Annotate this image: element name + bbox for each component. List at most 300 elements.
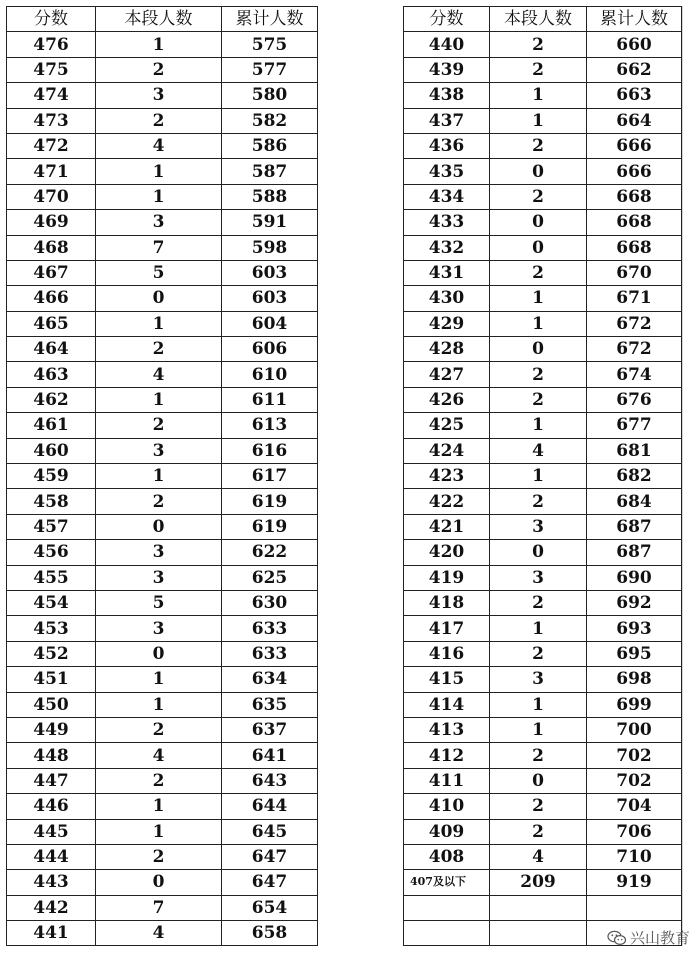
- cell-score: 460: [7, 438, 96, 463]
- score-table-left: [6, 6, 318, 946]
- header-cumulative-count: 累计人数: [587, 7, 682, 32]
- cell-score: 417: [404, 616, 490, 641]
- table-row: [404, 286, 682, 311]
- cell-score: 434: [404, 184, 490, 209]
- cell-segment-count: 2: [490, 32, 587, 57]
- cell-cumulative-count: 677: [587, 413, 682, 438]
- table-row: [404, 667, 682, 692]
- cell-cumulative-count: 690: [587, 565, 682, 590]
- cell-score: 408: [404, 844, 490, 869]
- cell-segment-count: 2: [96, 337, 222, 362]
- table-row: [404, 464, 682, 489]
- cell-segment-count: 1: [96, 667, 222, 692]
- cell-score: 419: [404, 565, 490, 590]
- table-row: [7, 895, 318, 920]
- cell-score: 451: [7, 667, 96, 692]
- table-row: [7, 133, 318, 158]
- cell-score: 465: [7, 311, 96, 336]
- cell-score: 473: [7, 108, 96, 133]
- table-row: [7, 743, 318, 768]
- cell-cumulative-count: 660: [587, 32, 682, 57]
- cell-score: 439: [404, 57, 490, 82]
- cell-segment-count: 209: [490, 870, 587, 895]
- cell-score: 449: [7, 717, 96, 742]
- cell-cumulative-count: 577: [222, 57, 318, 82]
- cell-segment-count: 4: [96, 743, 222, 768]
- table-row: [404, 590, 682, 615]
- cell-segment-count: 3: [490, 565, 587, 590]
- cell-score: 413: [404, 717, 490, 742]
- cell-cumulative-count: 633: [222, 641, 318, 666]
- cell-segment-count: 7: [96, 235, 222, 260]
- table-row: [404, 235, 682, 260]
- table-row: [7, 260, 318, 285]
- cell-cumulative-count: 702: [587, 768, 682, 793]
- table-row: [7, 514, 318, 539]
- cell-cumulative-count: 674: [587, 362, 682, 387]
- cell-cumulative-count: 645: [222, 819, 318, 844]
- watermark-text: 兴山教育: [629, 929, 690, 947]
- cell-cumulative-count: 606: [222, 337, 318, 362]
- cell-score: 474: [7, 83, 96, 108]
- cell-segment-count: 1: [490, 464, 587, 489]
- table-row: [404, 641, 682, 666]
- cell-cumulative-count: 622: [222, 540, 318, 565]
- cell-segment-count: 0: [96, 514, 222, 539]
- cell-score: 475: [7, 57, 96, 82]
- cell-cumulative-count: 704: [587, 794, 682, 819]
- cell-cumulative-count: 637: [222, 717, 318, 742]
- cell-cumulative-count: 702: [587, 743, 682, 768]
- cell-cumulative-count: 668: [587, 210, 682, 235]
- score-table-right: [403, 6, 682, 946]
- cell-score: 469: [7, 210, 96, 235]
- cell-score: 476: [7, 32, 96, 57]
- cell-cumulative-count: 687: [587, 540, 682, 565]
- cell-cumulative-count: 700: [587, 717, 682, 742]
- cell-score: 458: [7, 489, 96, 514]
- cell-cumulative-count: 586: [222, 133, 318, 158]
- table-row: [7, 590, 318, 615]
- cell-segment-count: 3: [96, 565, 222, 590]
- cell-score: 471: [7, 159, 96, 184]
- cell-segment-count: 2: [490, 641, 587, 666]
- cell-segment-count: 2: [96, 844, 222, 869]
- cell-segment-count: 4: [96, 921, 222, 946]
- header-cumulative-count: 累计人数: [222, 7, 318, 32]
- table-row: [404, 133, 682, 158]
- table-row: [404, 540, 682, 565]
- cell-score: 409: [404, 819, 490, 844]
- cell-cumulative-count: 575: [222, 32, 318, 57]
- cell-cumulative-count: 682: [587, 464, 682, 489]
- table-row: [7, 489, 318, 514]
- cell-segment-count: 2: [490, 590, 587, 615]
- cell-segment-count: 2: [490, 260, 587, 285]
- cell-segment-count: 2: [490, 489, 587, 514]
- table-row: [404, 83, 682, 108]
- cell-cumulative-count: 710: [587, 844, 682, 869]
- cell-cumulative-count: 630: [222, 590, 318, 615]
- cell-cumulative-count: 666: [587, 159, 682, 184]
- cell-segment-count: 0: [96, 870, 222, 895]
- cell-score: [404, 921, 490, 946]
- table-row: [7, 768, 318, 793]
- cell-cumulative-count: 644: [222, 794, 318, 819]
- cell-segment-count: 2: [96, 768, 222, 793]
- cell-score: 450: [7, 692, 96, 717]
- header-row: [404, 7, 682, 32]
- cell-score: 422: [404, 489, 490, 514]
- cell-cumulative-count: 604: [222, 311, 318, 336]
- cell-segment-count: 1: [490, 108, 587, 133]
- cell-score: 442: [7, 895, 96, 920]
- table-row: [7, 464, 318, 489]
- table-row: [7, 717, 318, 742]
- cell-score: 447: [7, 768, 96, 793]
- cell-cumulative-count: 633: [222, 616, 318, 641]
- table-row: [404, 692, 682, 717]
- cell-segment-count: 2: [490, 794, 587, 819]
- watermark: [607, 927, 690, 948]
- cell-segment-count: 0: [490, 210, 587, 235]
- spreadsheet-gridline: [682, 6, 683, 946]
- table-row: [7, 159, 318, 184]
- cell-cumulative-count: 580: [222, 83, 318, 108]
- cell-segment-count: 4: [490, 844, 587, 869]
- cell-segment-count: 3: [96, 616, 222, 641]
- cell-score: 448: [7, 743, 96, 768]
- cell-score: 416: [404, 641, 490, 666]
- cell-segment-count: 2: [96, 489, 222, 514]
- cell-score: 433: [404, 210, 490, 235]
- cell-score: 438: [404, 83, 490, 108]
- cell-score: 441: [7, 921, 96, 946]
- cell-segment-count: 1: [96, 819, 222, 844]
- cell-score: 468: [7, 235, 96, 260]
- cell-cumulative-count: 647: [222, 844, 318, 869]
- cell-cumulative-count: 588: [222, 184, 318, 209]
- cell-segment-count: 1: [490, 692, 587, 717]
- cell-cumulative-count: 598: [222, 235, 318, 260]
- table-row: [7, 641, 318, 666]
- cell-segment-count: 1: [96, 387, 222, 412]
- table-row: [404, 438, 682, 463]
- cell-cumulative-count: 611: [222, 387, 318, 412]
- cell-segment-count: 1: [96, 464, 222, 489]
- cell-segment-count: 0: [490, 768, 587, 793]
- cell-segment-count: 2: [490, 362, 587, 387]
- header-segment-count: 本段人数: [96, 7, 222, 32]
- cell-cumulative-count: 681: [587, 438, 682, 463]
- cell-segment-count: 2: [96, 717, 222, 742]
- cell-segment-count: [490, 895, 587, 920]
- cell-cumulative-count: 663: [587, 83, 682, 108]
- cell-segment-count: 0: [490, 337, 587, 362]
- cell-segment-count: 1: [96, 311, 222, 336]
- cell-cumulative-count: 654: [222, 895, 318, 920]
- table-body-left: [7, 32, 318, 946]
- cell-segment-count: 1: [96, 159, 222, 184]
- cell-score: 429: [404, 311, 490, 336]
- cell-cumulative-count: 647: [222, 870, 318, 895]
- table-row: [404, 32, 682, 57]
- cell-score: 414: [404, 692, 490, 717]
- table-row: [7, 870, 318, 895]
- cell-cumulative-count: 672: [587, 311, 682, 336]
- cell-segment-count: 1: [490, 286, 587, 311]
- cell-segment-count: 0: [490, 159, 587, 184]
- table-row: [404, 514, 682, 539]
- cell-cumulative-count: 658: [222, 921, 318, 946]
- table-row: [7, 286, 318, 311]
- table-row: [404, 743, 682, 768]
- cell-score: [404, 895, 490, 920]
- cell-cumulative-count: 671: [587, 286, 682, 311]
- cell-segment-count: 2: [490, 57, 587, 82]
- table-row: [7, 540, 318, 565]
- cell-segment-count: 3: [96, 83, 222, 108]
- cell-segment-count: 0: [490, 235, 587, 260]
- table-row: [404, 870, 682, 895]
- cell-score: 467: [7, 260, 96, 285]
- cell-cumulative-count: 693: [587, 616, 682, 641]
- table-row: [404, 565, 682, 590]
- cell-cumulative-count: 603: [222, 286, 318, 311]
- cell-segment-count: 3: [490, 667, 587, 692]
- table-row: [7, 387, 318, 412]
- cell-cumulative-count: 684: [587, 489, 682, 514]
- table-row: [404, 794, 682, 819]
- table-row: [7, 794, 318, 819]
- cell-segment-count: 2: [490, 819, 587, 844]
- cell-score: 424: [404, 438, 490, 463]
- cell-segment-count: 4: [96, 362, 222, 387]
- cell-cumulative-count: 672: [587, 337, 682, 362]
- cell-segment-count: 2: [96, 108, 222, 133]
- table-row: [404, 768, 682, 793]
- cell-segment-count: 2: [490, 133, 587, 158]
- cell-score: 457: [7, 514, 96, 539]
- cell-score: 421: [404, 514, 490, 539]
- cell-score: 420: [404, 540, 490, 565]
- table-row: [7, 32, 318, 57]
- cell-score: 464: [7, 337, 96, 362]
- cell-segment-count: 3: [96, 210, 222, 235]
- cell-score: 443: [7, 870, 96, 895]
- table-row: [7, 438, 318, 463]
- cell-score: 425: [404, 413, 490, 438]
- cell-segment-count: 1: [490, 616, 587, 641]
- header-score: 分数: [7, 7, 96, 32]
- cell-score: 470: [7, 184, 96, 209]
- cell-cumulative-count: 582: [222, 108, 318, 133]
- table-row: [404, 844, 682, 869]
- header-segment-count: 本段人数: [490, 7, 587, 32]
- cell-cumulative-count: 670: [587, 260, 682, 285]
- cell-cumulative-count: 699: [587, 692, 682, 717]
- table-row: [404, 717, 682, 742]
- cell-cumulative-count: 662: [587, 57, 682, 82]
- cell-score: 430: [404, 286, 490, 311]
- cell-segment-count: [490, 921, 587, 946]
- cell-score: 444: [7, 844, 96, 869]
- cell-segment-count: 0: [96, 286, 222, 311]
- table-row: [7, 616, 318, 641]
- cell-score: 426: [404, 387, 490, 412]
- cell-segment-count: 7: [96, 895, 222, 920]
- table-row: [404, 184, 682, 209]
- table-row: [7, 311, 318, 336]
- cell-score: 432: [404, 235, 490, 260]
- cell-cumulative-count: 625: [222, 565, 318, 590]
- cell-cumulative-count: 619: [222, 514, 318, 539]
- cell-cumulative-count: 635: [222, 692, 318, 717]
- table-row: [404, 260, 682, 285]
- cell-cumulative-count: 668: [587, 184, 682, 209]
- cell-cumulative-count: 587: [222, 159, 318, 184]
- cell-segment-count: 2: [96, 57, 222, 82]
- table-row: [404, 413, 682, 438]
- table-row: [404, 210, 682, 235]
- cell-score: 454: [7, 590, 96, 615]
- table-row: [7, 667, 318, 692]
- cell-score: 423: [404, 464, 490, 489]
- table-row: [7, 235, 318, 260]
- cell-segment-count: 1: [490, 717, 587, 742]
- cell-score: 445: [7, 819, 96, 844]
- table-row: [7, 108, 318, 133]
- table-row: [404, 895, 682, 920]
- cell-cumulative-count: 619: [222, 489, 318, 514]
- table-row: [404, 337, 682, 362]
- cell-cumulative-count: 664: [587, 108, 682, 133]
- cell-score: 472: [7, 133, 96, 158]
- cell-score: 415: [404, 667, 490, 692]
- cell-cumulative-count: 695: [587, 641, 682, 666]
- cell-segment-count: 3: [96, 540, 222, 565]
- cell-score: 446: [7, 794, 96, 819]
- cell-score: 440: [404, 32, 490, 57]
- table-row: [7, 83, 318, 108]
- cell-cumulative-count: 692: [587, 590, 682, 615]
- cell-segment-count: 1: [96, 794, 222, 819]
- cell-score: 455: [7, 565, 96, 590]
- table-row: [404, 311, 682, 336]
- cell-cumulative-count: 634: [222, 667, 318, 692]
- cell-score: 463: [7, 362, 96, 387]
- table-row: [404, 819, 682, 844]
- cell-score: 456: [7, 540, 96, 565]
- cell-segment-count: 2: [490, 743, 587, 768]
- cell-score: 412: [404, 743, 490, 768]
- cell-cumulative-count: 706: [587, 819, 682, 844]
- cell-segment-count: 1: [490, 83, 587, 108]
- cell-cumulative-count: 668: [587, 235, 682, 260]
- cell-cumulative-count: 603: [222, 260, 318, 285]
- table-row: [7, 819, 318, 844]
- header-row: [7, 7, 318, 32]
- cell-cumulative-count: 643: [222, 768, 318, 793]
- cell-cumulative-count: 617: [222, 464, 318, 489]
- table-row: [7, 184, 318, 209]
- cell-segment-count: 1: [96, 32, 222, 57]
- cell-segment-count: 3: [96, 438, 222, 463]
- table-row: [7, 337, 318, 362]
- cell-cumulative-count: 676: [587, 387, 682, 412]
- table-row: [7, 210, 318, 235]
- cell-score: 418: [404, 590, 490, 615]
- cell-score: 428: [404, 337, 490, 362]
- cell-segment-count: 1: [96, 692, 222, 717]
- cell-score: 437: [404, 108, 490, 133]
- cell-segment-count: 1: [490, 413, 587, 438]
- table-row: [404, 57, 682, 82]
- table-row: [404, 362, 682, 387]
- cell-segment-count: 1: [96, 184, 222, 209]
- cell-score: 410: [404, 794, 490, 819]
- cell-segment-count: 2: [490, 387, 587, 412]
- cell-cumulative-count: 610: [222, 362, 318, 387]
- table-row: [7, 362, 318, 387]
- cell-segment-count: 3: [490, 514, 587, 539]
- cell-segment-count: 4: [490, 438, 587, 463]
- cell-cumulative-count: 698: [587, 667, 682, 692]
- cell-segment-count: 0: [96, 641, 222, 666]
- cell-score: 431: [404, 260, 490, 285]
- cell-score: 466: [7, 286, 96, 311]
- cell-segment-count: 1: [490, 311, 587, 336]
- wechat-icon: [607, 930, 627, 946]
- cell-segment-count: 5: [96, 590, 222, 615]
- cell-segment-count: 5: [96, 260, 222, 285]
- cell-segment-count: 2: [490, 184, 587, 209]
- cell-cumulative-count: 687: [587, 514, 682, 539]
- table-row: [7, 565, 318, 590]
- table-row: [7, 921, 318, 946]
- cell-score: 452: [7, 641, 96, 666]
- table-row: [404, 387, 682, 412]
- table-row: [404, 159, 682, 184]
- cell-score: 436: [404, 133, 490, 158]
- header-score: 分数: [404, 7, 490, 32]
- table-row: [7, 413, 318, 438]
- cell-cumulative-count: 641: [222, 743, 318, 768]
- cell-score: 407及以下: [404, 870, 490, 895]
- cell-score: 453: [7, 616, 96, 641]
- cell-segment-count: 2: [96, 413, 222, 438]
- cell-score: 435: [404, 159, 490, 184]
- cell-score: 462: [7, 387, 96, 412]
- table-row: [404, 108, 682, 133]
- table-row: [7, 692, 318, 717]
- table-row: [7, 57, 318, 82]
- cell-cumulative-count: 616: [222, 438, 318, 463]
- table-row: [404, 616, 682, 641]
- table-body-right: [404, 32, 682, 946]
- cell-score: 459: [7, 464, 96, 489]
- cell-score: 411: [404, 768, 490, 793]
- cell-cumulative-count: [587, 895, 682, 920]
- table-row: [404, 489, 682, 514]
- cell-segment-count: 4: [96, 133, 222, 158]
- table-row: [7, 844, 318, 869]
- cell-cumulative-count: 591: [222, 210, 318, 235]
- cell-cumulative-count: 613: [222, 413, 318, 438]
- cell-score: 461: [7, 413, 96, 438]
- cell-score: 427: [404, 362, 490, 387]
- cell-segment-count: 0: [490, 540, 587, 565]
